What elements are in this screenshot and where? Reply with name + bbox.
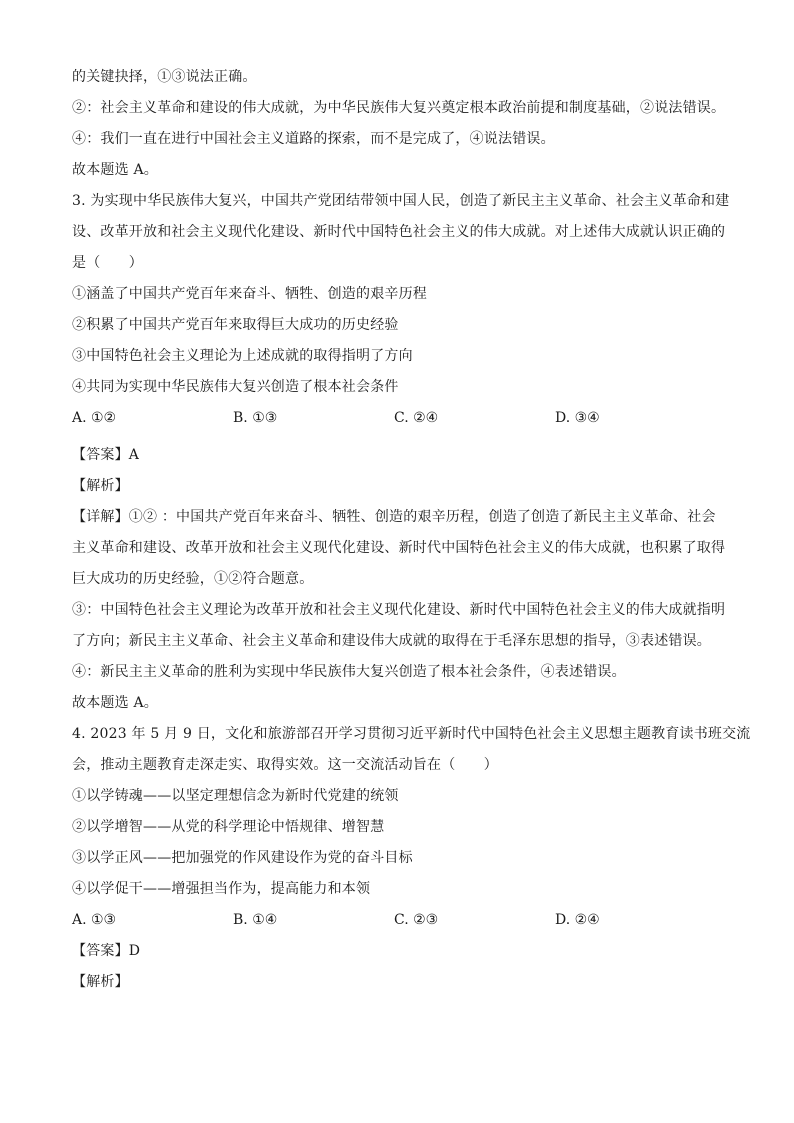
q3-statement: ③中国特色社会主义理论为上述成就的取得指明了方向 xyxy=(72,348,413,364)
q3-option-a: A. ①② xyxy=(72,410,117,426)
q4-options xyxy=(72,905,724,936)
q4-option-a: A. ①③ xyxy=(72,912,117,928)
q3-options xyxy=(72,403,724,434)
analysis-conclusion: 故本题选 A。 xyxy=(72,162,158,178)
q3-stem-line: 3. 为实现中华民族伟大复兴，中国共产党团结带领中国人民，创造了新民主主义革命、社会主义革命和建 xyxy=(72,193,730,209)
q4-statement: ④以学促干——增强担当作为，提高能力和本领 xyxy=(72,881,371,897)
q3-detail-line: 巨大成功的历史经验，①②符合题意。 xyxy=(72,571,314,587)
q3-answer: 【答案】A xyxy=(72,447,140,463)
analysis-line: ②：社会主义革命和建设的伟大成就，为中华民族伟大复兴奠定根本政治前提和制度基础，②说法错误。 xyxy=(72,100,726,116)
q3-option-d: D. ③④ xyxy=(555,410,600,426)
q3-stem-line: 是（ ） xyxy=(72,255,143,271)
q3-detail-line: ④：新民主主义革命的胜利为实现中华民族伟大复兴创造了根本社会条件，④表述错误。 xyxy=(72,664,626,680)
q4-stem-line: 会，推动主题教育走深走实、取得实效。这一交流活动旨在（ ） xyxy=(72,757,498,773)
q3-stem-line: 设、改革开放和社会主义现代化建设、新时代中国特色社会主义的伟大成就。对上述伟大成就认识正确的 xyxy=(72,224,726,240)
q4-statement: ②以学增智——从党的科学理论中悟规律、增智慧 xyxy=(72,819,385,835)
q3-statement: ②积累了中国共产党百年来取得巨大成功的历史经验 xyxy=(72,317,399,333)
q4-option-b: B. ①④ xyxy=(233,912,278,928)
q3-analysis-title: 【解析】 xyxy=(72,478,129,494)
analysis-line: 的关键抉择，①③说法正确。 xyxy=(72,69,257,85)
q3-option-b: B. ①③ xyxy=(233,410,278,426)
analysis-line: ④：我们一直在进行中国社会主义道路的探索，而不是完成了，④说法错误。 xyxy=(72,131,555,147)
q4-statement: ①以学铸魂——以坚定理想信念为新时代党建的统领 xyxy=(72,788,399,804)
document-page xyxy=(72,62,751,998)
q4-analysis-title: 【解析】 xyxy=(72,974,129,990)
q3-detail-line: 了方向；新民主主义革命、社会主义革命和建设伟大成就的取得在于毛泽东思想的指导，③表述错误。 xyxy=(72,633,711,649)
q3-detail-line: 主义革命和建设、改革开放和社会主义现代化建设、新时代中国特色社会主义的伟大成就，也积累了取得 xyxy=(72,540,726,556)
q3-detail-line: 【详解】①② ：中国共产党百年来奋斗、牺牲、创造的艰辛历程，创造了创造了新民主主义革命、社会 xyxy=(72,509,716,525)
q3-conclusion: 故本题选 A。 xyxy=(72,695,158,711)
q3-option-c: C. ②④ xyxy=(394,410,439,426)
q4-stem-line: 4. 2023 年 5 月 9 日，文化和旅游部召开学习贯彻习近平新时代中国特色社会主义思想主题教育读书班交流 xyxy=(72,726,751,742)
q4-statement: ③以学正风——把加强党的作风建设作为党的奋斗目标 xyxy=(72,850,413,866)
q3-statement: ①涵盖了中国共产党百年来奋斗、牺牲、创造的艰辛历程 xyxy=(72,286,427,302)
q4-answer: 【答案】D xyxy=(72,943,141,959)
q3-detail-line: ③：中国特色社会主义理论为改革开放和社会主义现代化建设、新时代中国特色社会主义的伟大成就指明 xyxy=(72,602,726,618)
q4-option-d: D. ②④ xyxy=(555,912,600,928)
q4-option-c: C. ②③ xyxy=(394,912,439,928)
q3-statement: ④共同为实现中华民族伟大复兴创造了根本社会条件 xyxy=(72,379,399,395)
